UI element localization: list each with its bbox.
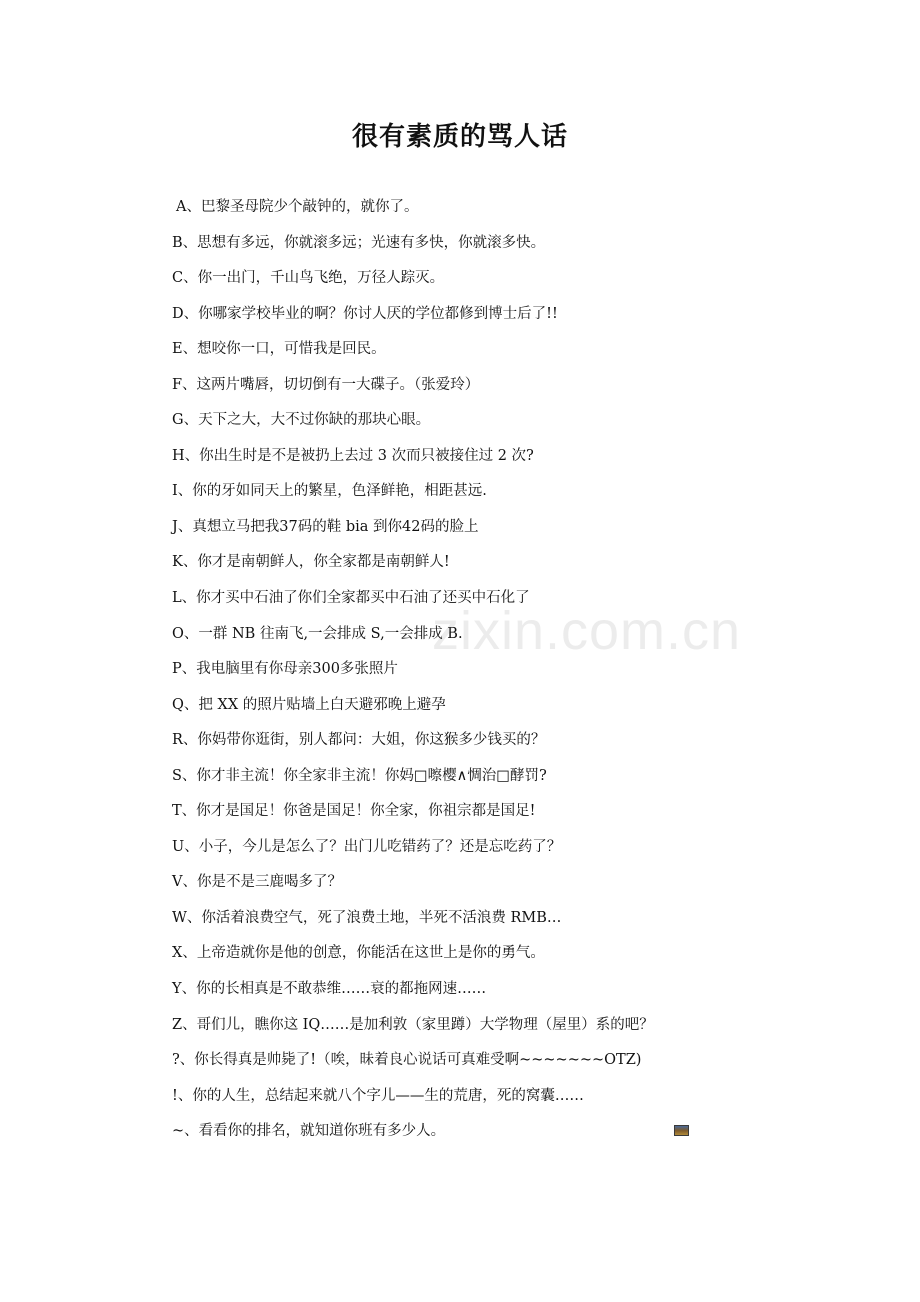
list-item: !、你的人生，总结起来就八个字儿——生的荒唐，死的窝囊……	[172, 1087, 584, 1104]
list-item: S、你才非主流！你全家非主流！你妈□嚓樱∧惆治□酵罚?	[172, 767, 547, 784]
list-item: V、你是不是三鹿喝多了？	[172, 874, 342, 891]
list-item: R、你妈带你逛街，别人都问：大姐，你这猴多少钱买的？	[172, 732, 546, 749]
list-item: Q、把 XX 的照片贴墙上白天避邪晚上避孕	[172, 696, 446, 713]
small-image-icon	[674, 1125, 689, 1136]
list-item: D、你哪家学校毕业的啊？你讨人厌的学位都修到博士后了!!	[172, 305, 558, 322]
list-item: H、你出生时是不是被扔上去过 3 次而只被接住过 2 次?	[172, 447, 534, 464]
list-item: L、你才买中石油了你们全家都买中石油了还买中石化了	[172, 590, 530, 607]
list-item: C、你一出门，千山鸟飞绝，万径人踪灭。	[172, 270, 445, 287]
list-item: J、真想立马把我37码的鞋 bia 到你42码的脸上	[172, 518, 479, 535]
list-item: A、巴黎圣母院少个敲钟的，就你了。	[176, 199, 419, 215]
list-item: ?、你长得真是帅毙了!（唉，昧着良心说话可真难受啊~~~~~~~OTZ)	[172, 1052, 642, 1069]
document-title: 很有素质的骂人话	[351, 122, 568, 152]
list-item: F、这两片嘴唇，切切倒有一大碟子。（张爱玲）	[172, 376, 480, 393]
insult-list	[172, 195, 732, 1155]
list-item: G、天下之大，大不过你缺的那块心眼。	[172, 412, 431, 429]
list-item: E、想咬你一口，可惜我是回民。	[172, 341, 386, 358]
list-item: I、你的牙如同天上的繁星，色泽鲜艳，相距甚远.	[172, 483, 487, 500]
list-item: ~、看看你的排名，就知道你班有多少人。	[172, 1123, 446, 1140]
list-item: T、你才是国足！你爸是国足！你全家，你祖宗都是国足!	[172, 803, 536, 820]
list-item: U、小子，今儿是怎么了？出门儿吃错药了？还是忘吃药了？	[172, 838, 562, 855]
list-item: O、一群 NB 往南飞,一会排成 S,一会排成 B.	[172, 625, 463, 642]
list-item: Z、哥们儿，瞧你这 IQ……是加利敦（家里蹲）大学物理（屋里）系的吧？	[172, 1016, 654, 1033]
watermark: zixin.com.cn	[432, 601, 742, 661]
list-item: Y、你的长相真是不敢恭维……衰的都拖网速……	[172, 981, 487, 998]
list-item: B、思想有多远，你就滚多远；光速有多快，你就滚多快。	[172, 234, 546, 251]
list-item: K、你才是南朝鲜人，你全家都是南朝鲜人!	[172, 554, 450, 571]
list-item: W、你活着浪费空气，死了浪费土地，半死不活浪费 RMB…	[172, 909, 562, 926]
list-item: P、我电脑里有你母亲300多张照片	[172, 661, 398, 678]
list-item: X、上帝造就你是他的创意，你能活在这世上是你的勇气。	[172, 945, 545, 962]
